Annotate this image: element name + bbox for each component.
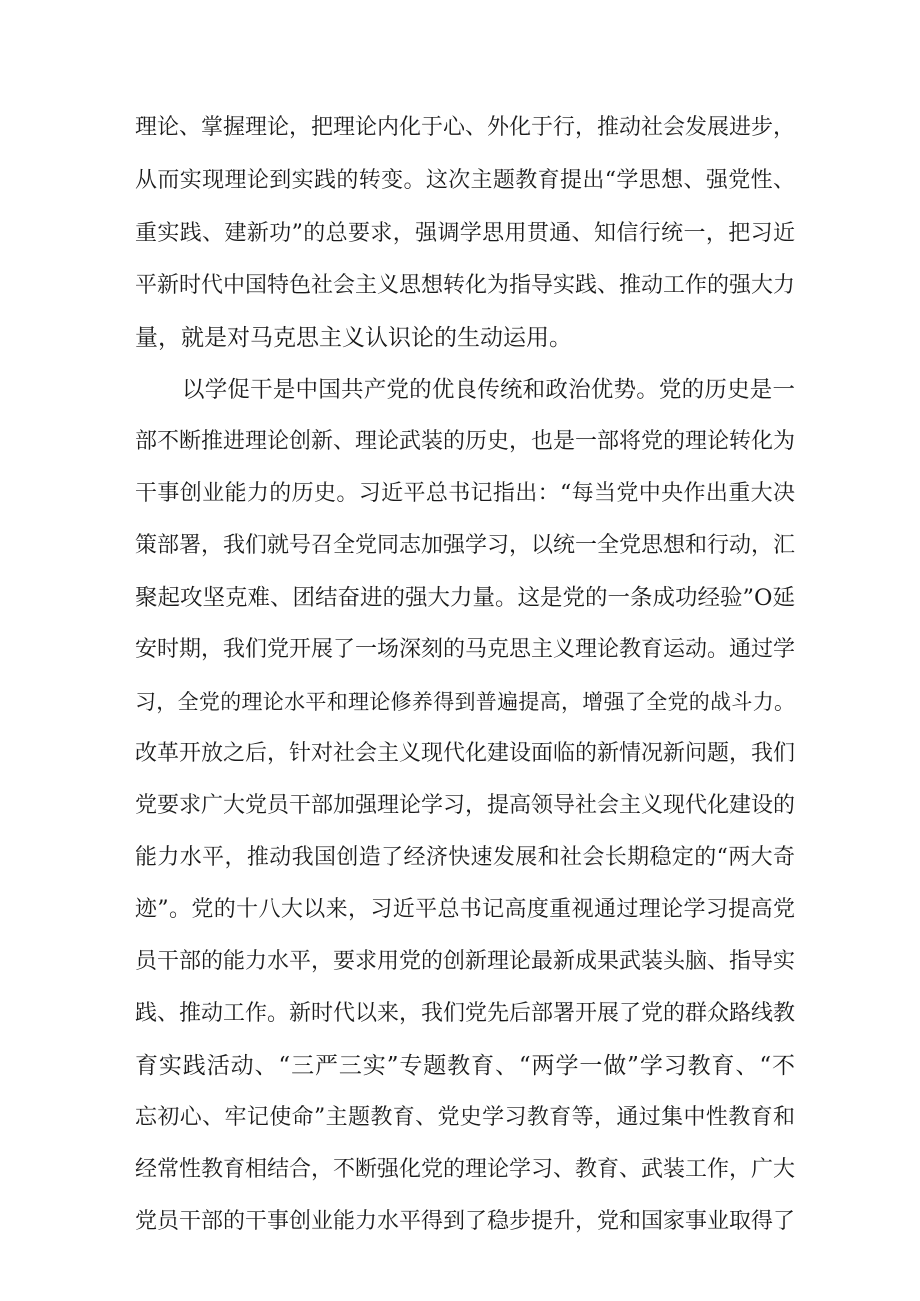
text-line: 党员干部的干事创业能力水平得到了稳步提升，党和国家事业取得了	[135, 1209, 796, 1234]
text-line: 党要求广大党员干部加强理论学习，提高领导社会主义现代化建设的	[135, 793, 796, 818]
text-line: 安时期，我们党开展了一场深刻的马克思主义理论教育运动。通过学	[135, 637, 796, 662]
text-line: 策部署，我们就号召全党同志加强学习，以统一全党思想和行动，汇	[135, 533, 796, 558]
text-line: 干事创业能力的历史。习近平总书记指出：“每当党中央作出重大决	[135, 481, 795, 506]
text-line: 经常性教育相结合，不断强化党的理论学习、教育、武装工作，广大	[135, 1157, 796, 1182]
text-line: 平新时代中国特色社会主义思想转化为指导实践、推动工作的强大力	[135, 273, 796, 298]
text-line: 践、推动工作。新时代以来，我们党先后部署开展了党的群众路线教	[135, 1001, 796, 1026]
text-line: 育实践活动、“三严三实”专题教育、“两学一做”学习教育、“不	[135, 1053, 795, 1079]
text-line: 习，全党的理论水平和理论修养得到普遍提高，增强了全党的战斗力。	[135, 690, 795, 714]
text-line: 从而实现理论到实践的转变。这次主题教育提出“学思想、强党性、	[135, 168, 795, 193]
text-line: 理论、掌握理论，把理论内化于心、外化于行，推动社会发展进步，	[135, 115, 796, 140]
text-line: 迹”。党的十八大以来，习近平总书记高度重视通过理论学习提高党	[135, 897, 795, 922]
text-line: 量，就是对马克思主义认识论的生动运用。	[135, 325, 572, 351]
text-line: 员干部的能力水平，要求用党的创新理论最新成果武装头脑、指导实	[135, 949, 796, 974]
text-line: 以学促干是中国共产党的优良传统和政治优势。党的历史是一	[182, 377, 795, 403]
text-line: 改革开放之后，针对社会主义现代化建设面临的新情况新问题，我们	[135, 741, 796, 766]
text-line: 能力水平，推动我国创造了经济快速发展和社会长期稳定的“两大奇	[135, 845, 795, 870]
text-line: 忘初心、牢记使命”主题教育、党史学习教育等，通过集中性教育和	[135, 1105, 795, 1130]
text-line: 聚起攻坚克难、团结奋进的强大力量。这是党的一条成功经验”O延	[135, 585, 795, 611]
text-line: 部不断推进理论创新、理论武装的历史，也是一部将党的理论转化为	[135, 429, 796, 454]
text-line: 重实践、建新功”的总要求，强调学思用贯通、知信行统一，把习近	[135, 221, 795, 246]
